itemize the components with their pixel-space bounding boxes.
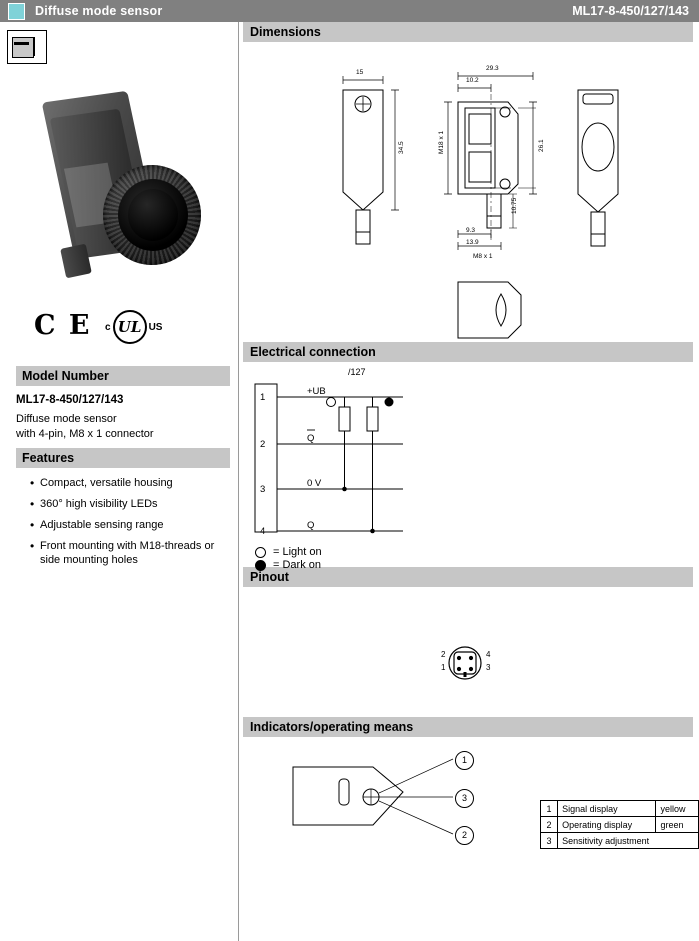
indicator-color: green (656, 817, 699, 833)
indicator-name: Signal display (558, 801, 656, 817)
product-photo (0, 70, 238, 300)
indicator-num: 2 (541, 817, 558, 833)
svg-text:/127: /127 (348, 367, 366, 377)
svg-text:1: 1 (441, 663, 446, 672)
indicators-table (540, 800, 699, 849)
callout-2: 2 (455, 826, 474, 845)
svg-text:26.1: 26.1 (538, 139, 545, 152)
svg-text:34.5: 34.5 (398, 141, 405, 154)
svg-text:Q: Q (307, 433, 315, 444)
model-number-heading: Model Number (16, 366, 230, 386)
page-body (0, 22, 699, 941)
legend-dark-on (255, 559, 322, 571)
model-sub-description: with 4-pin, M8 x 1 connector (16, 428, 154, 440)
legend-dark-on-text: = Dark on (273, 559, 321, 571)
svg-text:1: 1 (260, 392, 266, 403)
indicator-color: yellow (656, 801, 699, 817)
list-item: • Adjustable sensing range (30, 518, 230, 533)
left-column (0, 22, 238, 941)
svg-text:M18 x 1: M18 x 1 (438, 130, 445, 154)
ul-circle-label: UL (113, 310, 147, 344)
pinout-heading: Pinout (243, 567, 693, 587)
svg-text:4: 4 (486, 650, 491, 659)
svg-text:15: 15 (356, 69, 364, 76)
ul-suffix: US (148, 321, 163, 333)
features-list (16, 476, 230, 568)
svg-text:3: 3 (486, 663, 491, 672)
approval-marks (0, 302, 238, 358)
pinout-diagram (243, 587, 699, 717)
table-row (541, 833, 699, 849)
table-row (541, 801, 699, 817)
dark-on-symbol-icon (255, 560, 266, 571)
svg-text:3: 3 (260, 484, 266, 495)
svg-text:+UB: +UB (307, 386, 326, 397)
indicator-name: Operating display (558, 817, 656, 833)
svg-text:10.75: 10.75 (511, 197, 518, 214)
legend-light-on-text: = Light on (273, 546, 322, 558)
electrical-connection-heading: Electrical connection (243, 342, 693, 362)
ce-mark-icon: C E (34, 310, 92, 341)
svg-text:0 V: 0 V (307, 478, 322, 489)
indicators-diagram (243, 737, 699, 867)
indicator-num: 1 (541, 801, 558, 817)
page-header (0, 0, 699, 22)
table-row (541, 817, 699, 833)
svg-text:2: 2 (260, 439, 266, 450)
list-item: • 360° high visibility LEDs (30, 497, 230, 512)
svg-text:4: 4 (260, 526, 266, 537)
svg-text:2: 2 (441, 650, 446, 659)
svg-text:13.9: 13.9 (466, 239, 479, 246)
callout-1: 1 (455, 751, 474, 770)
svg-text:Q: Q (307, 520, 315, 531)
sensor-symbol-icon (7, 30, 47, 64)
indicator-num: 3 (541, 833, 558, 849)
page-title: Diffuse mode sensor (35, 4, 163, 18)
dimensions-drawing (243, 42, 699, 342)
indicators-heading: Indicators/operating means (243, 717, 693, 737)
list-item: • Compact, versatile housing (30, 476, 230, 491)
dimensions-heading: Dimensions (243, 22, 693, 42)
svg-text:10.2: 10.2 (466, 77, 479, 84)
list-item: • Front mounting with M18-threads or side mounting holes (30, 539, 230, 569)
svg-text:9.3: 9.3 (466, 227, 476, 234)
header-model-number: ML17-8-450/127/143 (572, 4, 689, 18)
light-on-symbol-icon (255, 547, 266, 558)
product-color-swatch (8, 3, 25, 20)
electrical-connection-diagram (243, 362, 699, 571)
ul-prefix: c (105, 321, 111, 333)
indicator-name: Sensitivity adjustment (558, 833, 699, 849)
model-number-value: ML17-8-450/127/143 (16, 394, 124, 406)
ul-mark-icon (105, 310, 162, 344)
features-heading: Features (16, 448, 230, 468)
model-description: Diffuse mode sensor (16, 413, 117, 425)
callout-3: 3 (455, 789, 474, 808)
svg-text:M8 x 1: M8 x 1 (473, 253, 493, 260)
svg-text:29.3: 29.3 (486, 65, 499, 72)
legend-light-on (255, 546, 322, 558)
right-column (238, 22, 699, 941)
